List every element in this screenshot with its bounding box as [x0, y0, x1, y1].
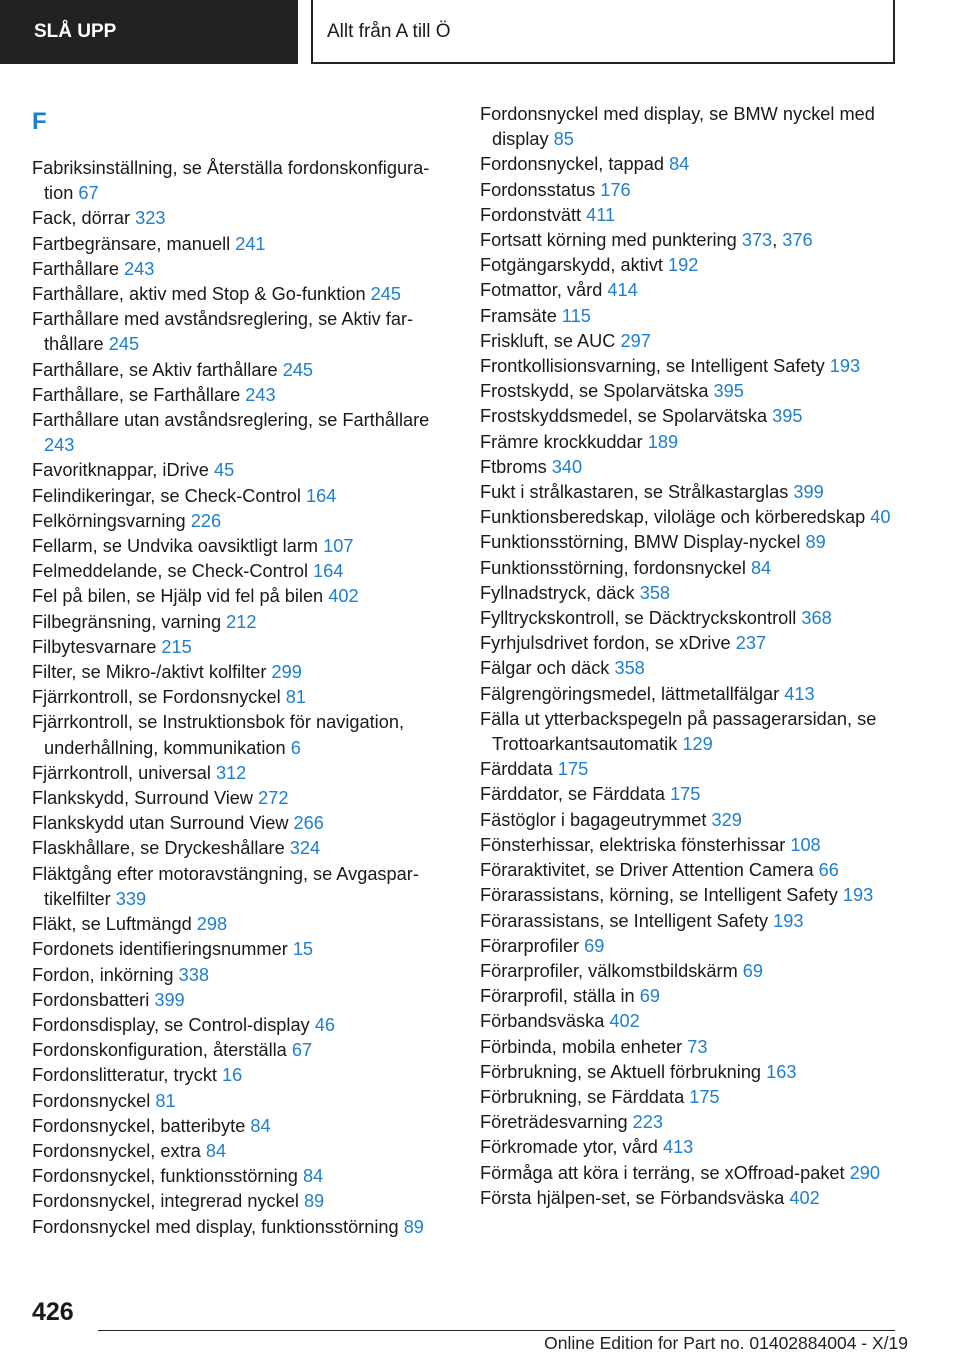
- index-entry: [32, 988, 452, 1013]
- page-link[interactable]: 175: [670, 784, 701, 805]
- index-entry: [480, 959, 910, 984]
- index-entry: [480, 682, 910, 707]
- index-entry: [32, 811, 452, 836]
- index-entry-term: Fordonsdisplay, se Control-display: [32, 1014, 315, 1035]
- index-entry: [32, 534, 452, 559]
- page-link[interactable]: 324: [289, 838, 321, 859]
- index-entry: [480, 833, 910, 858]
- index-entry-term: Felindikeringar, se Check-Control: [32, 485, 306, 506]
- index-entry-term: Farthållare med avståndsreglering, se Aktiv farthållare: [32, 309, 414, 355]
- page-link[interactable]: 84: [750, 557, 772, 578]
- index-entry: [32, 1215, 452, 1240]
- page-link[interactable]: 6: [290, 737, 301, 758]
- index-entry-term: Funktionsberedskap, viloläge och körberedskap: [480, 507, 871, 528]
- page-link[interactable]: 69: [584, 935, 605, 956]
- index-entry: [480, 404, 910, 429]
- index-entry: [480, 984, 910, 1009]
- index-entry-term: Fordonsnyckel, batteribyte: [32, 1115, 251, 1136]
- index-entry: [32, 937, 452, 962]
- page-link[interactable]: 414: [607, 280, 638, 301]
- page-link[interactable]: 164: [305, 485, 337, 506]
- page-link[interactable]: 226: [190, 510, 222, 531]
- index-entry-term: Fordonsnyckel, integrerad nyckel: [32, 1191, 304, 1212]
- page-link[interactable]: 84: [302, 1166, 324, 1187]
- index-entry: [480, 228, 910, 253]
- index-entry-term: Flaskhållare, se Dryckeshållare: [32, 838, 290, 859]
- page-link[interactable]: 312: [215, 762, 247, 783]
- index-entry: [32, 1013, 452, 1038]
- index-entry: [32, 1089, 452, 1114]
- index-entry: [480, 1035, 910, 1060]
- index-entry-term: Förbrukning, se Färddata: [480, 1086, 690, 1107]
- index-entry-term: Fabriksinställning, se Återställa fordonskonfiguration: [32, 158, 430, 204]
- page-link[interactable]: 67: [78, 183, 99, 204]
- index-entry: [32, 786, 452, 811]
- index-entry-term: Fordonsnyckel, extra: [32, 1140, 206, 1161]
- index-entry-term: Fel på bilen, se Hjälp vid fel på bilen: [32, 586, 329, 607]
- index-entry: [32, 1139, 452, 1164]
- index-entry-term: Fästöglor i bagageutrymmet: [480, 809, 712, 830]
- page-link[interactable]: 45: [213, 460, 235, 481]
- index-entry: [480, 934, 910, 959]
- index-entry-term: Farthållare, se Aktiv farthållare: [32, 359, 283, 380]
- index-entry-term: Fordonskonfiguration, återställa: [32, 1040, 292, 1061]
- page-link[interactable]: 358: [639, 582, 671, 603]
- index-entry-term: Farthållare, se Farthållare: [32, 384, 246, 405]
- page-link[interactable]: 81: [285, 687, 306, 708]
- index-entry-term: Fordonsnyckel med display, se BMW nyckel med display: [480, 104, 875, 150]
- index-entry: [480, 152, 910, 177]
- index-entry-term: Fordonslitteratur, tryckt: [32, 1065, 223, 1086]
- index-entry-term: Fordonsnyckel, funktionsstörning: [32, 1166, 303, 1187]
- index-entry: [480, 808, 910, 833]
- index-entry-term: Framsäte: [480, 305, 562, 326]
- index-entry: [32, 257, 452, 282]
- index-entry: [480, 1161, 910, 1186]
- index-entry: [32, 836, 452, 861]
- page-link[interactable]: 84: [669, 154, 690, 175]
- index-entry: [480, 253, 910, 278]
- index-entry-term: Fläkt, se Luftmängd: [32, 914, 197, 935]
- page-link[interactable]: 175: [689, 1086, 720, 1107]
- index-entry-term: Frontkollisionsvarning, se Intelligent Safety: [480, 356, 830, 377]
- page-link[interactable]: 15: [292, 939, 314, 960]
- index-entry: [32, 862, 452, 912]
- index-entry: [480, 203, 910, 228]
- index-entry: [480, 1085, 910, 1110]
- index-entry: [480, 1186, 910, 1211]
- index-entry-term: Fordonstvätt: [480, 204, 587, 225]
- index-entry-term: Fordonsnyckel med display, funktionsstörning: [32, 1216, 404, 1237]
- index-entry: [32, 685, 452, 710]
- index-entry: [480, 102, 910, 152]
- page-link[interactable]: 223: [632, 1112, 664, 1133]
- index-entry-term: Fjärrkontroll, universal: [32, 762, 216, 783]
- index-entry: [32, 660, 452, 685]
- page-link[interactable]: 402: [328, 586, 359, 607]
- index-entry-term: Fyllnadstryck, däck: [480, 582, 640, 603]
- index-entry: [480, 304, 910, 329]
- index-entry: [32, 484, 452, 509]
- index-entry-term: Filbytesvarnare: [32, 636, 162, 657]
- index-entry: [480, 178, 910, 203]
- page-link[interactable]: 297: [620, 330, 651, 351]
- index-entry: [32, 156, 452, 206]
- index-entry-term: Fellarm, se Undvika oavsiktligt larm: [32, 536, 324, 557]
- page-link[interactable]: 69: [742, 960, 764, 981]
- index-entry-term: Favoritknappar, iDrive: [32, 460, 214, 481]
- index-entry-term: Fordonsbatteri: [32, 989, 155, 1010]
- index-entry-term: Fjärrkontroll, se Fordonsnyckel: [32, 687, 286, 708]
- index-entry: [32, 610, 452, 635]
- index-entry: [480, 480, 910, 505]
- index-entry-term: Fortsatt körning med punktering: [480, 230, 742, 251]
- page-link[interactable]: 329: [711, 809, 742, 830]
- index-entry-term: Fläktgång efter motoravstängning, se Avgaspartikelfilter: [32, 863, 419, 909]
- index-entry-term: Fjärrkontroll, se Instruktionsbok för navigation, underhållning, kommunikation: [32, 712, 405, 758]
- index-entry: [480, 1060, 910, 1085]
- index-entries-right: [480, 102, 910, 1211]
- index-entry-term: Flankskydd utan Surround View: [32, 813, 294, 834]
- page-link[interactable]: 66: [818, 860, 839, 881]
- page-link[interactable]: 413: [662, 1137, 694, 1158]
- page-link[interactable]: 290: [849, 1162, 881, 1183]
- index-entry: [32, 383, 452, 408]
- page-link[interactable]: 193: [842, 885, 874, 906]
- index-entry-term: Fukt i strålkastaren, se Strålkastarglas: [480, 482, 794, 503]
- index-entry: [480, 530, 910, 555]
- index-entry: [480, 505, 910, 530]
- index-entry-term: Ftbroms: [480, 456, 552, 477]
- index-entry-term: Företrädesvarning: [480, 1112, 633, 1133]
- page-link[interactable]: 298: [196, 914, 228, 935]
- index-entry-term: Filbegränsning, varning: [32, 611, 227, 632]
- page-link[interactable]: 40: [870, 507, 891, 528]
- index-entry: [32, 282, 452, 307]
- page-link[interactable]: 107: [323, 536, 354, 557]
- index-entry: [480, 757, 910, 782]
- index-entry-term: Fartbegränsare, manuell: [32, 233, 236, 254]
- index-entry: [480, 1009, 910, 1034]
- page-link[interactable]: 402: [789, 1187, 820, 1208]
- index-entry-term: Farthållare: [32, 258, 124, 279]
- index-entry-term: Förbrukning, se Aktuell förbrukning: [480, 1061, 767, 1082]
- index-entry: [32, 232, 452, 257]
- index-column-left: [32, 102, 452, 1240]
- page-link[interactable]: 89: [303, 1191, 325, 1212]
- page-link[interactable]: 243: [124, 258, 155, 279]
- index-entry-term: Förbandsväska: [480, 1011, 610, 1032]
- page-link[interactable]: 395: [713, 381, 744, 402]
- page-link[interactable]: 16: [222, 1065, 243, 1086]
- index-entry-term: Förarassistans, körning, se Intelligent Safety: [480, 885, 843, 906]
- index-entry-term: Funktionsstörning, BMW Display-nyckel: [480, 532, 806, 553]
- index-entry-term: Felmeddelande, se Check-Control: [32, 561, 314, 582]
- page-link[interactable]: 212: [226, 611, 257, 632]
- section-letter: F: [32, 108, 47, 135]
- page-link[interactable]: 164: [313, 561, 344, 582]
- index-entry: [480, 1110, 910, 1135]
- index-entry: [32, 584, 452, 609]
- index-entry-term: Frostskydd, se Spolarvätska: [480, 381, 714, 402]
- index-entry-term: Förbinda, mobila enheter: [480, 1036, 688, 1057]
- page-link[interactable]: 241: [235, 233, 266, 254]
- index-entry-term: Färddator, se Färddata: [480, 784, 671, 805]
- page-link[interactable]: 376: [782, 230, 813, 251]
- page-link[interactable]: 245: [282, 359, 314, 380]
- page-link[interactable]: 81: [155, 1090, 176, 1111]
- index-entry-term: Funktionsstörning, fordonsnyckel: [480, 557, 751, 578]
- page-link[interactable]: 89: [403, 1216, 424, 1237]
- index-entry: [480, 656, 910, 681]
- index-entry: [32, 307, 452, 357]
- page-link[interactable]: 399: [793, 482, 824, 503]
- index-entry: [32, 1114, 452, 1139]
- page-link[interactable]: 402: [609, 1011, 640, 1032]
- index-entry: [32, 408, 452, 458]
- page-link[interactable]: 338: [178, 964, 209, 985]
- tab-look-up[interactable]: SLÅ UPP: [0, 0, 298, 64]
- page-link[interactable]: 85: [553, 129, 574, 150]
- index-entry: [480, 883, 910, 908]
- index-entry: [480, 1135, 910, 1160]
- index-entry-term: Fordonets identifieringsnummer: [32, 939, 293, 960]
- index-entry-term: Fotgängarskydd, aktivt: [480, 255, 669, 276]
- index-entry: [480, 455, 910, 480]
- index-entry-term: Fälgrengöringsmedel, lättmetallfälgar: [480, 683, 785, 704]
- page-link[interactable]: 243: [245, 384, 276, 405]
- page-link[interactable]: 266: [293, 813, 324, 834]
- index-entry: [32, 1038, 452, 1063]
- page-link[interactable]: 176: [600, 179, 631, 200]
- index-entry-term: Friskluft, se AUC: [480, 330, 621, 351]
- page-link[interactable]: 175: [557, 759, 589, 780]
- page-link[interactable]: 411: [586, 204, 616, 225]
- page-link[interactable]: 115: [561, 305, 591, 326]
- page-link[interactable]: 46: [314, 1014, 335, 1035]
- index-entry: [480, 278, 910, 303]
- index-entry: [480, 631, 910, 656]
- index-entry: [32, 912, 452, 937]
- page-link[interactable]: 192: [668, 255, 699, 276]
- index-entry: [480, 581, 910, 606]
- index-entry: [480, 782, 910, 807]
- page-link[interactable]: 108: [790, 834, 821, 855]
- index-entry-term: Fylltryckskontroll, se Däcktryckskontroll: [480, 608, 802, 629]
- page-link[interactable]: 193: [773, 910, 804, 931]
- index-entry: [480, 707, 910, 757]
- index-entry-term: Fordonsnyckel, tappad: [480, 154, 670, 175]
- page-link[interactable]: 193: [829, 356, 861, 377]
- index-entry-term: Fyrhjulsdrivet fordon, se xDrive: [480, 633, 736, 654]
- footer-edition: Online Edition for Part no. 01402884004 - X/19: [544, 1333, 908, 1353]
- page-link[interactable]: 163: [766, 1061, 797, 1082]
- index-entry: [480, 909, 910, 934]
- index-entry-term: Fälla ut ytterbackspegeln på passagerarsidan, se Trottoarkantsautomatik: [480, 708, 877, 755]
- index-entry-term: Fack, dörrar: [32, 208, 136, 229]
- page-link[interactable]: 89: [805, 532, 826, 553]
- index-entry-term: Första hjälpen-set, se Förbandsväska: [480, 1187, 790, 1208]
- page-link[interactable]: 340: [551, 456, 583, 477]
- page-number: 426: [32, 1298, 74, 1326]
- page-link[interactable]: 299: [271, 662, 302, 683]
- index-entry-term: Förmåga att köra i terräng, se xOffroad-paket: [480, 1162, 850, 1183]
- page-link[interactable]: 189: [647, 431, 679, 452]
- page-link[interactable]: 395: [772, 406, 803, 427]
- tab-a-to-z[interactable]: Allt från A till Ö: [311, 0, 895, 64]
- page-link[interactable]: 373: [741, 230, 773, 251]
- index-entry-term: Förarprofiler: [480, 935, 585, 956]
- page-link[interactable]: 129: [682, 734, 713, 755]
- page-link[interactable]: 399: [154, 989, 185, 1010]
- index-entry: [32, 358, 452, 383]
- page-link[interactable]: 413: [784, 683, 815, 704]
- index-entry-term: Farthållare, aktiv med Stop & Go-funktion: [32, 284, 371, 305]
- index-entry: [480, 354, 910, 379]
- index-entry: [480, 430, 910, 455]
- index-entry-term: Frostskyddsmedel, se Spolarvätska: [480, 406, 773, 427]
- index-entry: [32, 206, 452, 231]
- page-link[interactable]: 358: [614, 658, 645, 679]
- index-entry-term: Fordon, inkörning: [32, 964, 179, 985]
- index-entry-term: Föraraktivitet, se Driver Attention Camera: [480, 860, 819, 881]
- index-column-right: [480, 102, 910, 1211]
- page-link[interactable]: 84: [250, 1115, 271, 1136]
- index-entries-left: [32, 156, 452, 1240]
- page-link[interactable]: 339: [115, 888, 147, 909]
- index-entry: [32, 963, 452, 988]
- index-entry-term: Flankskydd, Surround View: [32, 788, 259, 809]
- index-entry-term: Färddata: [480, 759, 558, 780]
- index-entry-term: Främre krockkuddar: [480, 431, 648, 452]
- index-entry: [32, 458, 452, 483]
- index-entry: [480, 329, 910, 354]
- index-entry: [32, 710, 452, 760]
- index-entry: [480, 556, 910, 581]
- index-entry-term: Fordonsnyckel: [32, 1090, 156, 1111]
- index-entry-term: Fordonsstatus: [480, 179, 601, 200]
- page-link[interactable]: 215: [161, 636, 192, 657]
- page-link[interactable]: 245: [108, 334, 140, 355]
- index-entry: [32, 559, 452, 584]
- page-link[interactable]: 245: [370, 284, 402, 305]
- index-entry: [32, 1189, 452, 1214]
- page-link[interactable]: 84: [205, 1140, 227, 1161]
- index-entry-term: Förarprofil, ställa in: [480, 986, 640, 1007]
- index-entry: [480, 606, 910, 631]
- page-link[interactable]: 237: [735, 633, 767, 654]
- index-entry-term: Förkromade ytor, vård: [480, 1137, 663, 1158]
- index-entry: [32, 1164, 452, 1189]
- page-link[interactable]: 73: [687, 1036, 708, 1057]
- page-separator: ,: [772, 230, 783, 251]
- index-entry: [32, 635, 452, 660]
- index-entry: [480, 858, 910, 883]
- index-entry-term: Fönsterhissar, elektriska fönsterhissar: [480, 834, 791, 855]
- top-navigation: [0, 0, 960, 66]
- page-link[interactable]: 368: [801, 608, 832, 629]
- page-link[interactable]: 272: [258, 788, 289, 809]
- index-entry: [480, 379, 910, 404]
- index-entry-term: Förarassistans, se Intelligent Safety: [480, 910, 774, 931]
- page-link[interactable]: 323: [135, 208, 166, 229]
- index-entry-term: Filter, se Mikro-/aktivt kolfilter: [32, 662, 272, 683]
- index-entry: [32, 509, 452, 534]
- index-entry-term: Förarprofiler, välkomstbildskärm: [480, 960, 743, 981]
- index-entry-term: Fotmattor, vård: [480, 280, 608, 301]
- page-link[interactable]: 69: [639, 986, 660, 1007]
- index-entry-term: Felkörningsvarning: [32, 510, 191, 531]
- page-link[interactable]: 243: [44, 435, 75, 456]
- index-entry-term: Farthållare utan avståndsreglering, se Farthållare: [32, 410, 430, 431]
- page-link[interactable]: 67: [291, 1040, 313, 1061]
- index-entry-term: Fälgar och däck: [480, 658, 615, 679]
- index-entry: [32, 1063, 452, 1088]
- index-entry: [32, 761, 452, 786]
- footer-divider: [98, 1330, 895, 1331]
